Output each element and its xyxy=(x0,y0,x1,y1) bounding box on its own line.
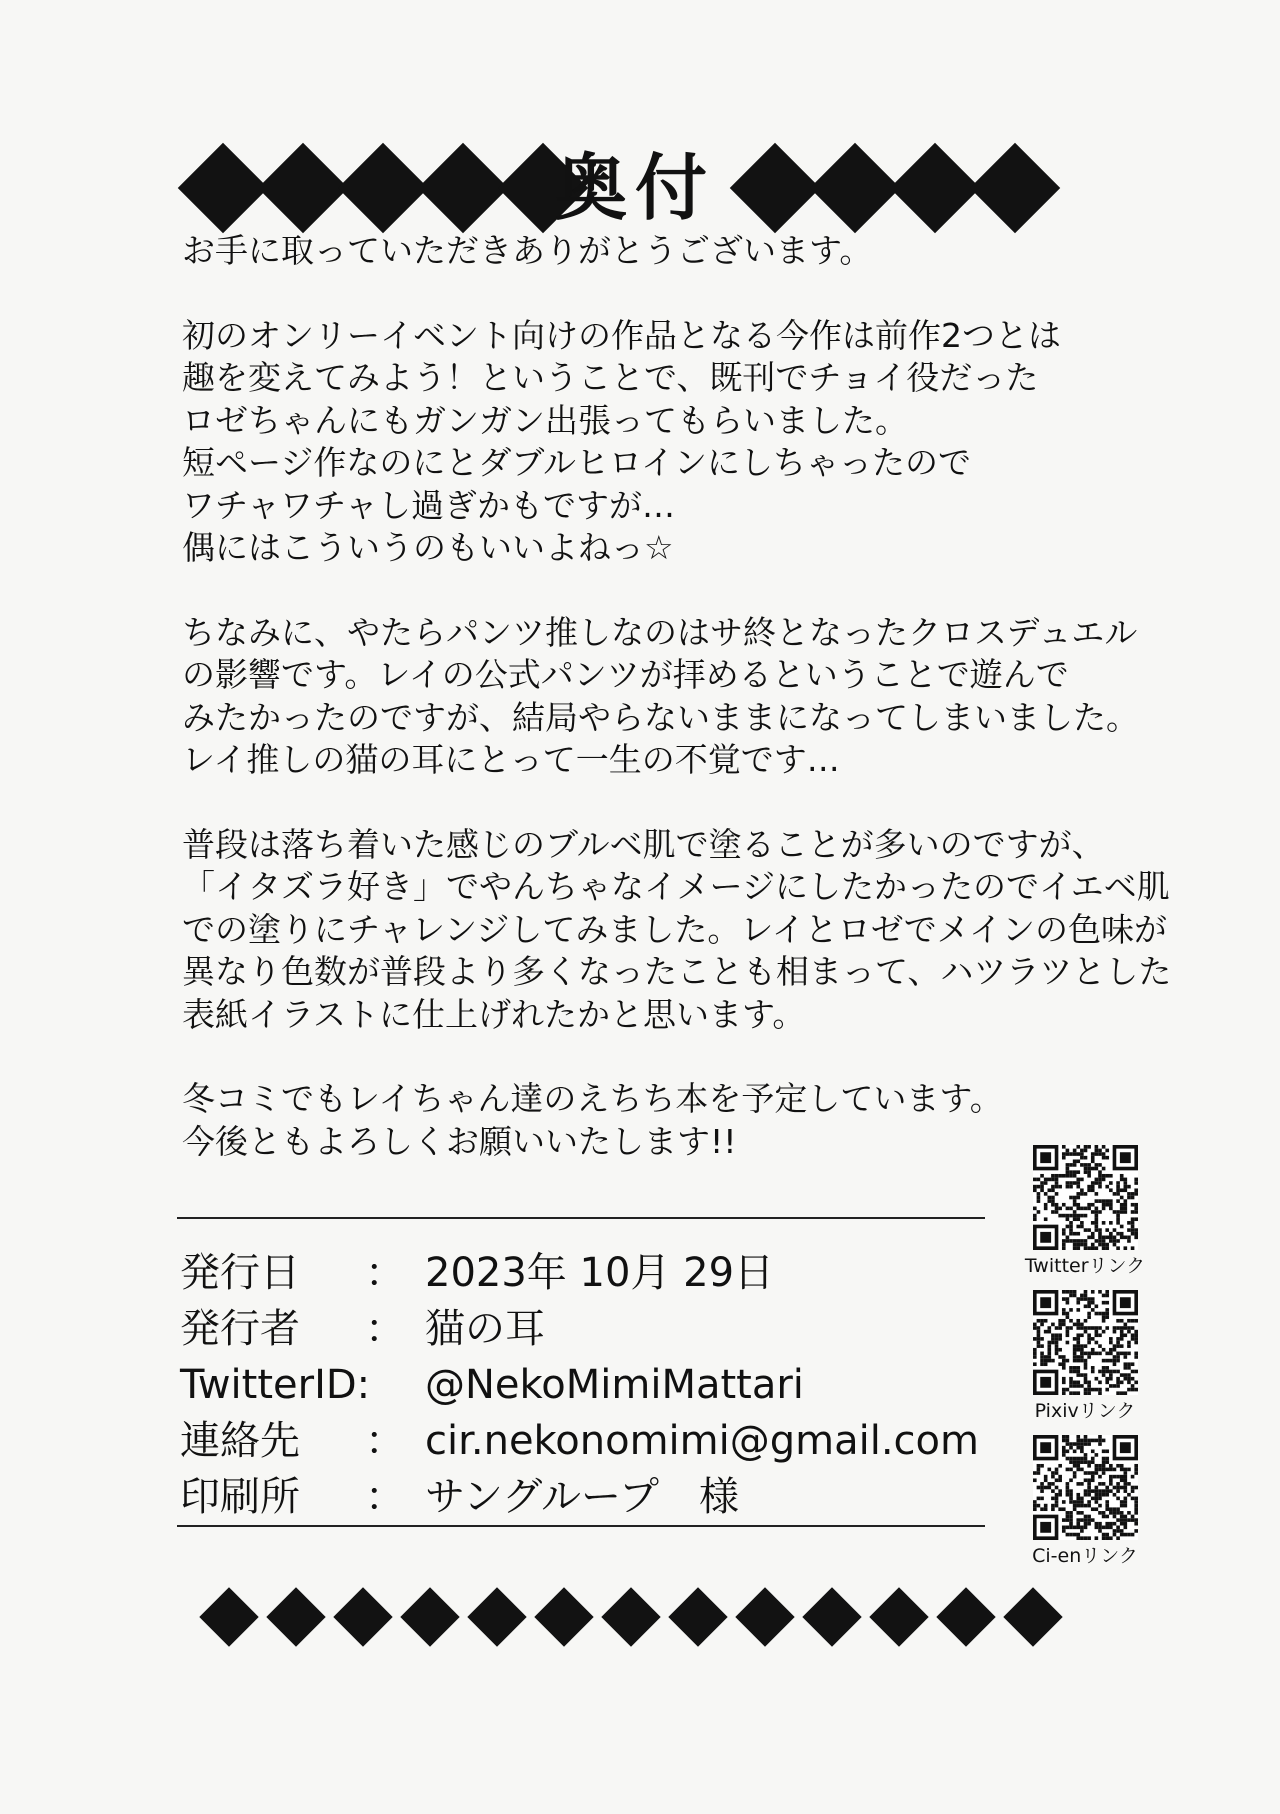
text-line: みたかったのですが、結局やらないままになってしまいました。 xyxy=(182,697,1139,737)
colophon-separator: ： xyxy=(365,1474,405,1520)
diamond-ornament xyxy=(199,1587,258,1646)
diamond-ornament xyxy=(735,1587,794,1646)
text-line: での塗りにチャレンジしてみました。レイとロゼでメインの色味が xyxy=(182,909,1168,949)
diamond-ornament xyxy=(266,1587,325,1646)
paragraph xyxy=(182,1078,1122,1163)
diamond-ornament xyxy=(802,1587,861,1646)
qr-label: Pixivリンク xyxy=(1034,1400,1136,1422)
text-line: ロゼちゃんにもガンガン出張ってもらいました。 xyxy=(182,400,908,440)
text-line: 異なり色数が普段より多くなったことも相まって、ハツラツとした xyxy=(182,952,1172,991)
afterword-text xyxy=(182,230,1172,1205)
divider-bottom xyxy=(177,1525,985,1527)
qr-code-icon[interactable] xyxy=(1033,1290,1138,1395)
diamond-ornament xyxy=(333,1587,392,1646)
text-line: 初のオンリーイベント向けの作品となる今作は前作2つとは xyxy=(182,315,1061,355)
text-line: の影響です。レイの公式パンツが拝めるということで遊んで xyxy=(182,655,1069,694)
text-line: レイ推しの猫の耳にとって一生の不覚です… xyxy=(182,740,840,779)
text-line: 「イタズラ好き」でやんちゃなイメージにしたかったのでイエベ肌 xyxy=(182,867,1170,906)
colophon-value: 猫の耳 xyxy=(425,1306,545,1352)
paragraph xyxy=(182,230,1122,273)
diamond-ornament xyxy=(601,1587,660,1646)
colophon-value: @NekoMimiMattari xyxy=(425,1362,804,1408)
diamond-ornament xyxy=(936,1587,995,1646)
colophon-separator: ： xyxy=(365,1306,405,1352)
page-title: 奥付 xyxy=(554,146,715,230)
text-line: ワチャワチャし過ぎかもですが… xyxy=(182,485,676,525)
text-line: 普段は落ち着いた感じのブルベ肌で塗ることが多いのですが、 xyxy=(182,824,1105,864)
text-line: 表紙イラストに仕上げれたかと思います。 xyxy=(182,994,806,1034)
diamond-ornament xyxy=(400,1587,459,1646)
colophon-label: TwitterID: xyxy=(180,1362,371,1408)
title-banner xyxy=(183,138,1087,238)
colophon-separator: ： xyxy=(365,1418,405,1464)
paragraph xyxy=(182,824,1172,1037)
qr-code-icon[interactable] xyxy=(1033,1435,1138,1540)
qr-pixiv[interactable] xyxy=(1000,1290,1170,1425)
text-line: 今後ともよろしくお願いいたします!! xyxy=(182,1121,737,1161)
colophon-separator: ： xyxy=(365,1250,405,1296)
qr-cien[interactable] xyxy=(1000,1435,1170,1570)
colophon-label: 連絡先 xyxy=(180,1418,300,1464)
divider-top xyxy=(177,1217,985,1219)
text-line: 趣を変えてみよう！ということで、既刊でチョイ役だった xyxy=(182,358,1039,397)
paragraph xyxy=(182,315,1122,570)
qr-label: Twitterリンク xyxy=(1024,1255,1146,1277)
colophon-row xyxy=(180,1413,1000,1469)
colophon-row xyxy=(180,1357,1000,1413)
colophon-label: 発行日 xyxy=(180,1250,300,1296)
paragraph xyxy=(182,612,1139,782)
qr-label: Ci-enリンク xyxy=(1032,1545,1138,1567)
colophon-table xyxy=(180,1245,1000,1525)
diamond-ornament xyxy=(467,1587,526,1646)
footer-ornament xyxy=(200,1584,1080,1654)
colophon-label: 印刷所 xyxy=(180,1474,300,1520)
colophon-value: 2023年 10月 29日 xyxy=(425,1250,775,1296)
qr-twitter[interactable] xyxy=(1000,1145,1170,1280)
diamond-ornament xyxy=(869,1587,928,1646)
text-line: 偶にはこういうのもいいよねっ☆ xyxy=(182,528,674,567)
colophon-label: 発行者 xyxy=(180,1306,300,1352)
text-line: 短ページ作なのにとダブルヒロインにしちゃったので xyxy=(182,443,972,482)
text-line: ちなみに、やたらパンツ推しなのはサ終となったクロスデュエル xyxy=(182,612,1138,652)
diamond-ornament xyxy=(668,1587,727,1646)
diamond-ornament xyxy=(1003,1587,1062,1646)
colophon-row xyxy=(180,1301,1000,1357)
colophon-row xyxy=(180,1245,1000,1301)
text-line: 冬コミでもレイちゃん達のえちち本を予定しています。 xyxy=(182,1079,1003,1118)
colophon-value: サングループ 様 xyxy=(425,1474,739,1520)
colophon-value: cir.nekonomimi@gmail.com xyxy=(425,1418,979,1464)
text-line: お手に取っていただきありがとうございます。 xyxy=(182,231,873,270)
diamond-ornament xyxy=(534,1587,593,1646)
colophon-row xyxy=(180,1469,1000,1525)
qr-code-icon[interactable] xyxy=(1033,1145,1138,1250)
